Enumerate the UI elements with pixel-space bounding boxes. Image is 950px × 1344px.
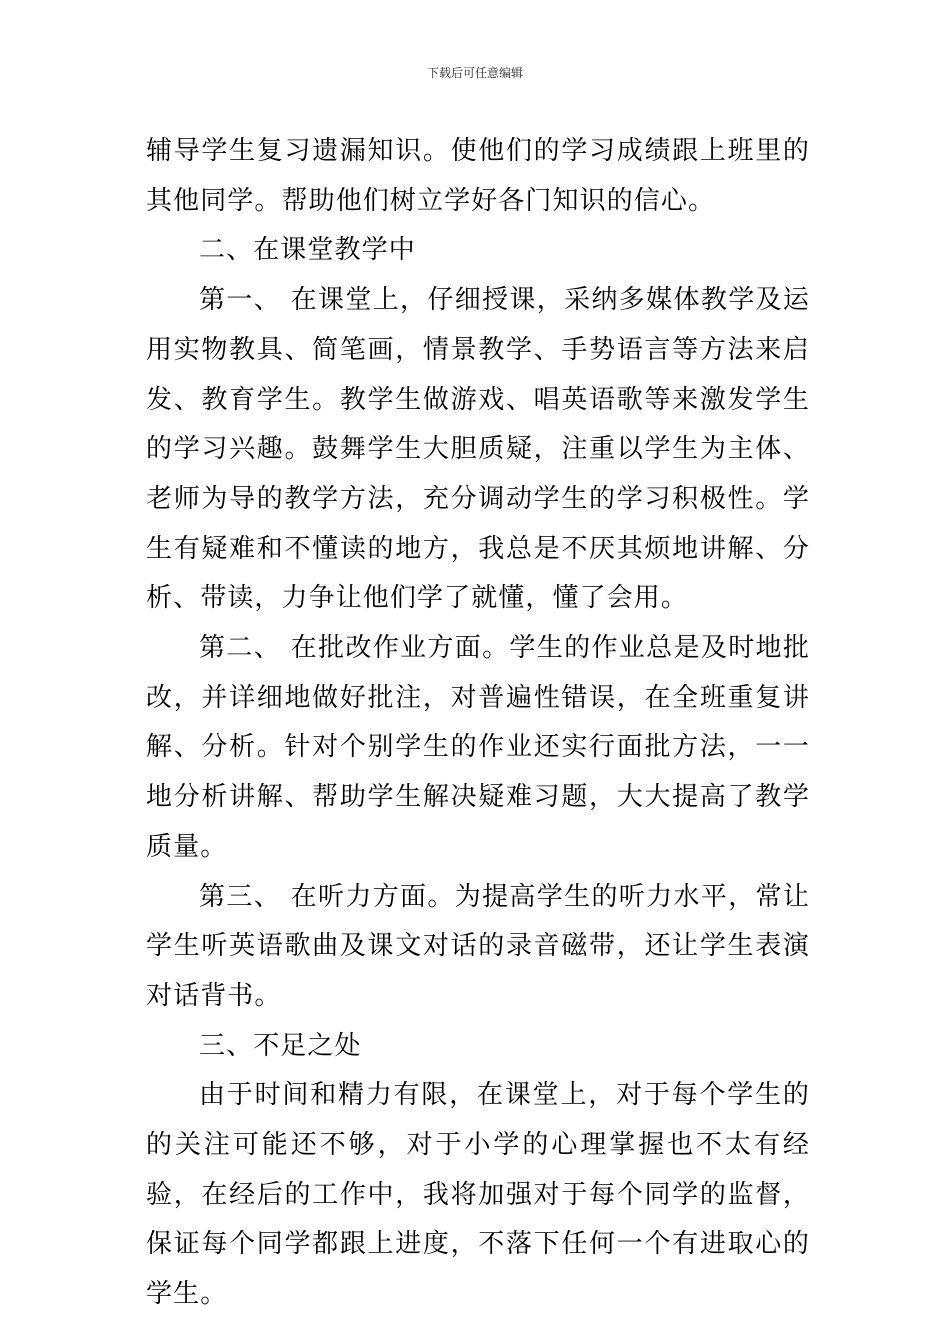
paragraph-third-point: 第三、 在听力方面。为提高学生的听力水平，常让学生听英语歌曲及课文对话的录音磁带，还让学生表演对话背书。 (146, 881, 810, 1011)
paragraph-first-point: 第一、 在课堂上，仔细授课，采纳多媒体教学及运用实物教具、简笔画，情景教学、手势语言等方法来启发、教育学生。教学生做游戏、唱英语歌等来激发学生的学习兴趣。鼓舞学生大胆质疑，注重以学生为主体、老师为导的教学方法，充分调动学生的学习积极性。学生有疑难和不懂读的地方，我总是不厌其烦地讲解、分析、带读，力争让他们学了就懂，懂了会用。 (146, 285, 810, 614)
section-heading-shortcomings: 三、不足之处 (199, 1030, 362, 1061)
paragraph-shortcomings: 由于时间和精力有限，在课堂上，对于每个学生的的关注可能还不够，对于小学的心理掌握也不太有经验，在经后的工作中，我将加强对于每个同学的监督，保证每个同学都跟上进度，不落下任何一个有进取心的学生。 (146, 1080, 810, 1310)
document-body (146, 127, 810, 1320)
page-header: 下载后可任意编辑 (426, 66, 523, 80)
paragraph-second-point: 第二、 在批改作业方面。学生的作业总是及时地批改，并详细地做好批注，对普遍性错误，在全班重复讲解、分析。针对个别学生的作业还实行面批方法，一一地分析讲解、帮助学生解决疑难习题，大大提高了教学质量。 (146, 633, 810, 862)
paragraph-continuation: 辅导学生复习遗漏知识。使他们的学习成绩跟上班里的其他同学。帮助他们树立学好各门知识的信心。 (146, 136, 810, 216)
section-heading-classroom-teaching: 二、在课堂教学中 (199, 235, 416, 266)
